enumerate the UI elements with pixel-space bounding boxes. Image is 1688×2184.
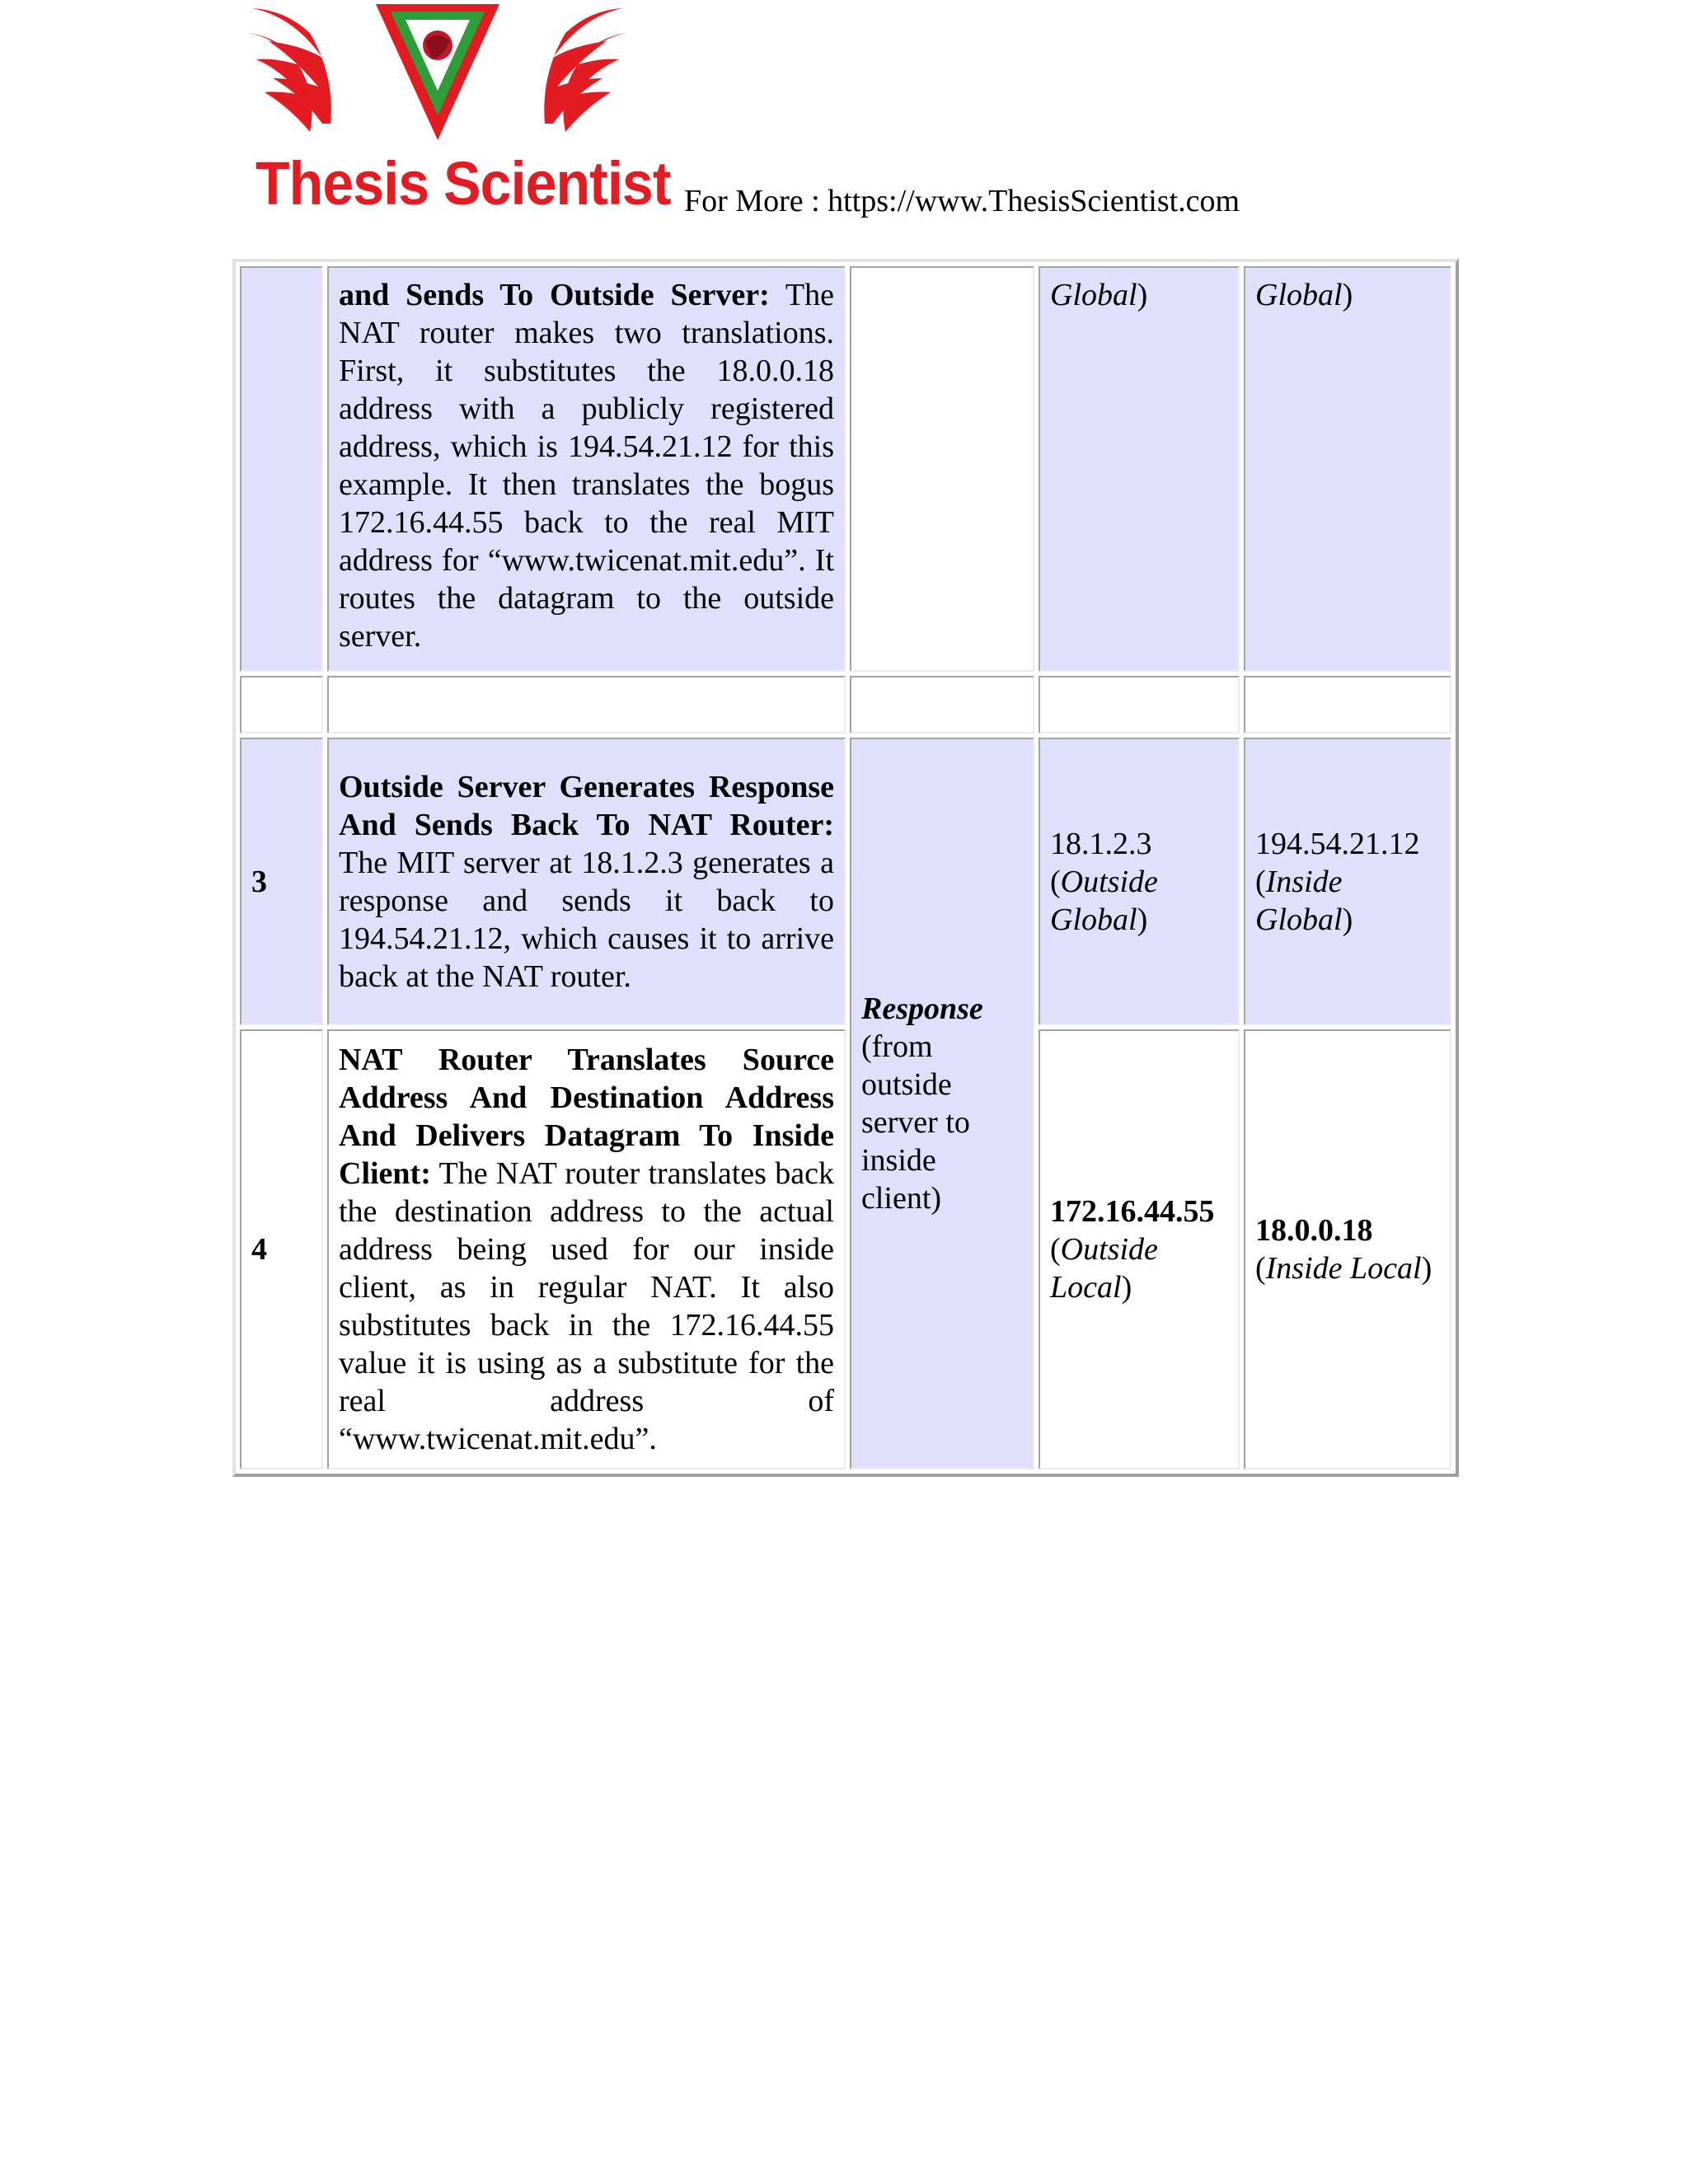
direction-cell (850, 266, 1034, 672)
table-row-step-4 (240, 1029, 1451, 1469)
direction-label: Response (861, 991, 983, 1026)
step-description-cell (327, 266, 846, 672)
empty-cell (240, 676, 323, 733)
step-description-cell (327, 738, 846, 1025)
nat-translation-table (232, 259, 1459, 1477)
direction-text: (from outside server to inside client) (861, 1029, 970, 1216)
table-row-continued (240, 266, 1451, 672)
destination-address-cell: 18.0.0.18 (Inside Local) (1244, 1029, 1451, 1469)
step-title: and Sends To Outside Server: (339, 278, 770, 312)
step-text: The MIT server at 18.1.2.3 generates a response and sends it back to 194.54.21.12, which causes it to arrive back at the NAT router. (339, 845, 834, 994)
step-number-cell (240, 266, 323, 672)
destination-address-cell: 194.54.21.12 (Inside Global) (1244, 738, 1451, 1025)
source-address-cell: 18.1.2.3 (Outside Global) (1039, 738, 1240, 1025)
empty-cell (1244, 676, 1451, 733)
logo-wordmark: Thesis Scientist (256, 149, 671, 218)
empty-cell (327, 676, 846, 733)
step-text: The NAT router translates back the destination address to the actual address being used for our inside client, as in regular NAT. It also substitutes back in the 172.16.44.55 value it is using as a substitute for the real address of “www.twicenat.mit.edu”. (339, 1156, 834, 1456)
step-number-cell: 3 (240, 738, 323, 1025)
table-row-step-3 (240, 738, 1451, 1025)
step-number-cell: 4 (240, 1029, 323, 1469)
table-row-empty (240, 676, 1451, 733)
destination-address-cell: Global) (1244, 266, 1451, 672)
empty-cell (1039, 676, 1240, 733)
step-description-cell (327, 1029, 846, 1469)
direction-cell (850, 738, 1034, 1469)
step-title: NAT Router Translates Source Address And Destination Address And Delivers Datagram To Inside Client: (339, 1043, 834, 1191)
empty-cell (850, 676, 1034, 733)
source-address-cell: Global) (1039, 266, 1240, 672)
more-link-text[interactable]: For More : https://www.ThesisScientist.com (684, 184, 1240, 218)
step-title: Outside Server Generates Response And Sends Back To NAT Router: (339, 769, 834, 842)
step-text: The NAT router makes two translations. First, it substitutes the 18.0.0.18 address with a publicly registered address, which is 194.54.21.12 for this example. It then translates the bogus 172.16.44.55 back to the real MIT address for “www.twicenat.mit.edu”. It routes the datagram to the outside server. (339, 278, 834, 654)
source-address-cell: 172.16.44.55 (Outside Local) (1039, 1029, 1240, 1469)
